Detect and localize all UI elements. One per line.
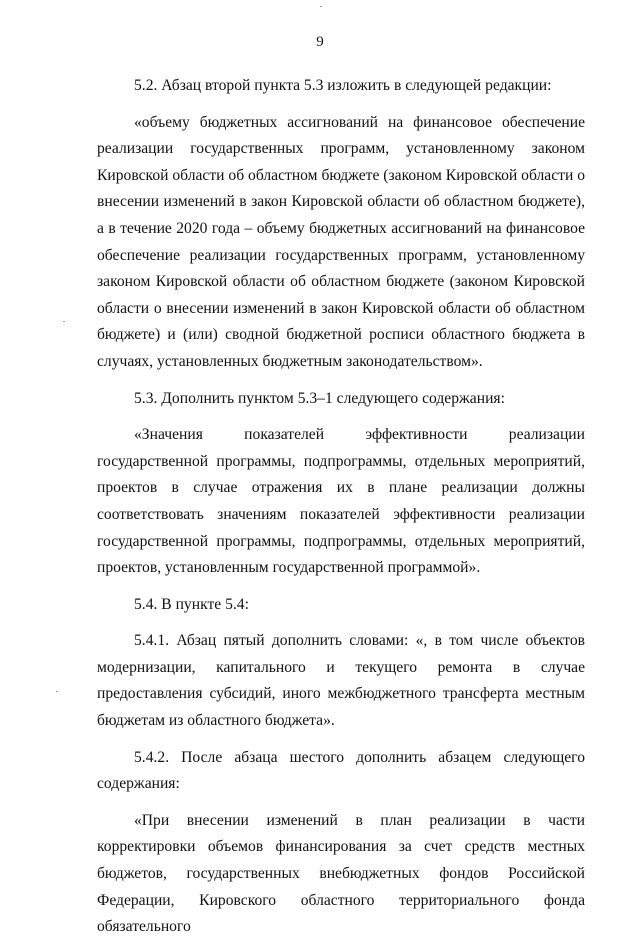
page-number: 9: [316, 34, 324, 50]
paragraph-5-4: 5.4. В пункте 5.4:: [134, 595, 249, 613]
paragraph-5-4-2: 5.4.2. После абзаца шестого дополнить абзацем следующего содержания:: [97, 748, 585, 793]
paragraph-5-4-2-quote: «При внесении изменений в план реализации в части корректировки объемов финансирования за счет средств местных бюджетов, государственных внебюджетных фондов Российской Федерации, Кировского областного территориального фонда обязательного: [97, 811, 585, 936]
paragraph-5-3-quote: «Значения показателей эффективности реализации государственной программы, подпрограммы, отдельных мероприятий, проектов в случае отражения их в плане реализации должны соответствовать значениям показателей эффективности реализации государственной программы, подпрограммы, отдельных мероприятий, проектов, установленным государственной программой».: [97, 426, 585, 577]
document-body: [97, 73, 585, 941]
paragraph-5-2: 5.2. Абзац второй пункта 5.3 изложить в следующей редакции:: [134, 77, 552, 94]
scan-mark: [56, 691, 58, 692]
scan-mark: [63, 321, 65, 322]
scan-mark: [320, 6, 322, 7]
paragraph-5-3: 5.3. Дополнить пунктом 5.3–1 следующего содержания:: [134, 389, 505, 407]
paragraph-5-4-1: 5.4.1. Абзац пятый дополнить словами: «, в том числе объектов модернизации, капитального и текущего ремонта в случае предоставления субсидий, иного межбюджетного трансферта местным бюджетам из областного бюджета».: [97, 632, 585, 730]
paragraph-5-2-quote: «объему бюджетных ассигнований на финансовое обеспечение реализации государственных программ, установленному законом Кировской области об областном бюджете (законом Кировской области о внесении изменений в закон Кировской области об областном бюджете), а в течение 2020 года – объему бюджетных ассигнований на финансовое обеспечение реализации государственных программ, установленному законом Кировской области об областном бюджете (законом Кировской области о внесении изменений в закон Кировской области об областном бюджете) и (или) сводной бюджетной росписи областного бюджета в случаях, установленных бюджетным законодательством».: [97, 113, 585, 370]
